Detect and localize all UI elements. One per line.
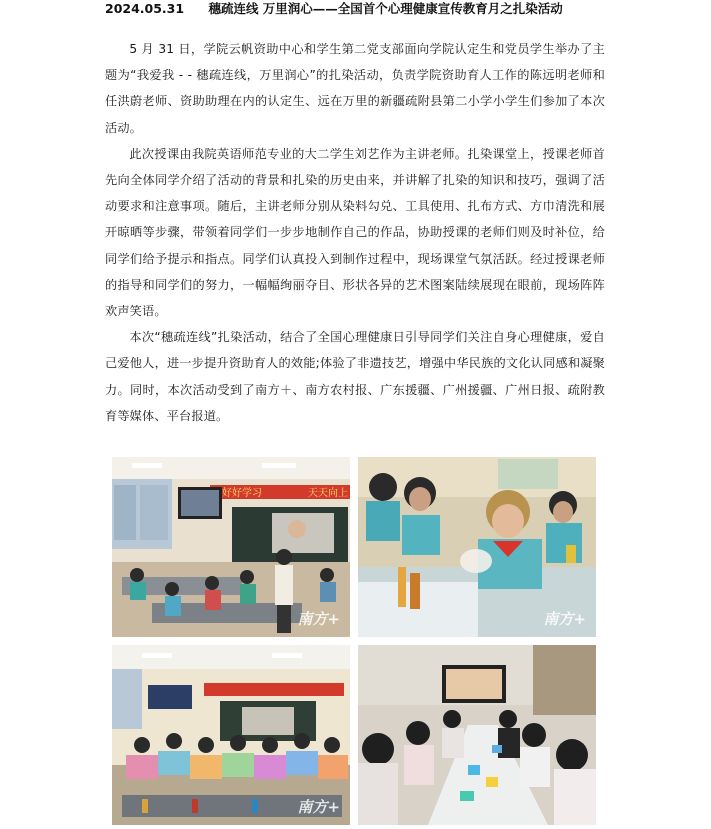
document-header — [105, 0, 563, 22]
photo-students-gloves — [358, 457, 596, 637]
photo-group-artworks — [112, 645, 350, 825]
watermark: 南方+ — [297, 798, 340, 816]
header-title: 穗疏连线 万里润心——全国首个心理健康宣传教育月之扎染活动 — [208, 1, 563, 16]
banner-text-right: 天天向上 — [308, 488, 348, 499]
photo-students-table — [358, 645, 596, 825]
watermark: 南方+ — [297, 610, 340, 628]
photo-students-table-image — [358, 645, 596, 825]
watermark: 南方+ — [543, 610, 586, 628]
paragraph-1: 5 月 31 日，学院云帆资助中心和学生第二党支部面向学院认定生和党员学生举办了主题为“我爱我 - - 穗疏连线，万里润心”的扎染活动，负责学院资助育人工作的陈远明老师和任洪蔚老师、资助助理在内的认定生、远在万里的新疆疏附县第二小学小学生们参加了本次活动。 — [105, 42, 605, 135]
paragraph-3: 本次“穗疏连线”扎染活动，结合了全国心理健康日引导同学们关注自身心理健康，爱自己爱他人，进一步提升资助育人的效能;体验了非遗技艺，增强中华民族的文化认同感和凝聚力。同时，本次活动受到了南方＋、南方农村报、广东援疆、广州援疆、广州日报、疏附教育等媒体、平台报道。 — [105, 330, 605, 423]
photo-classroom-screen — [112, 457, 350, 637]
paragraph-2: 此次授课由我院英语师范专业的大二学生刘艺作为主讲老师。扎染课堂上，授课老师首先向全体同学介绍了活动的背景和扎染的历史由来，并讲解了扎染的知识和技巧，强调了活动要求和注意事项。随后，主讲老师分别从染料勾兑、工具使用、扎布方式、方巾清洗和展开晾晒等步骤，带领着同学们一步步地制作自己的作品，协助授课的老师们则及时补位，给同学们给予提示和指点。同学们认真投入到制作过程中，现场课堂气氛活跃。经过授课老师的指导和同学们的努力，一幅幅绚丽夺目、形状各异的艺术图案陆续展现在眼前，现场阵阵欢声笑语。 — [105, 146, 605, 319]
banner-text-left: 好好学习 — [222, 488, 262, 499]
header-date: 2024.05.31 — [105, 1, 185, 16]
article-body — [105, 36, 605, 429]
